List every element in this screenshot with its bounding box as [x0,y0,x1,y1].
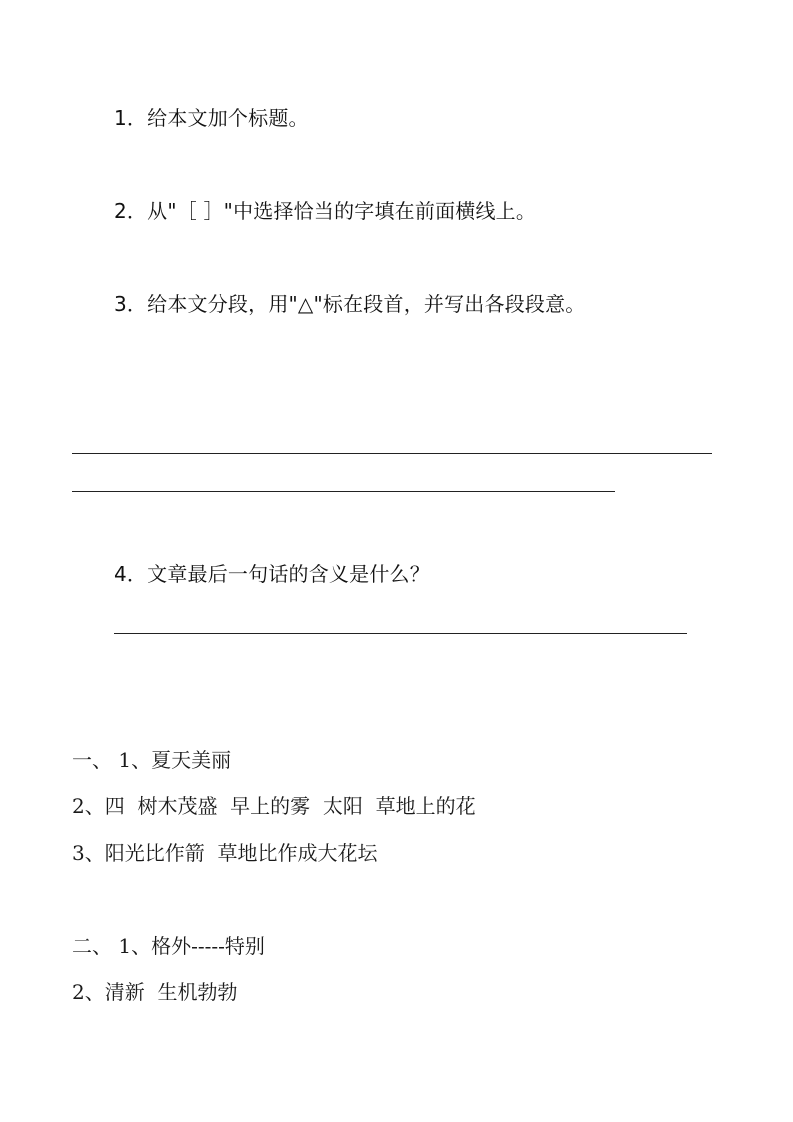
answer-1-2: 2、四 树木茂盛 早上的雾 太阳 草地上的花 [72,794,476,818]
answer-1-1: 一、 1、夏天美丽 [72,748,232,772]
answer-2-1: 二、 1、格外-----特别 [72,934,265,958]
answer-1-3: 3、阳光比作箭 草地比作成大花坛 [72,841,378,865]
question-3: 3．给本文分段，用"△"标在段首，并写出各段段意。 [114,292,586,316]
question-4: 4．文章最后一句话的含义是什么？ [114,562,430,586]
answer-line-3a [72,453,712,454]
answer-line-4 [114,633,687,634]
answer-line-3b [72,491,615,492]
answer-2-2: 2、清新 生机勃勃 [72,980,238,1004]
question-2: 2．从"［ ］"中选择恰当的字填在前面横线上。 [114,199,537,223]
question-1: 1．给本文加个标题。 [114,106,309,130]
